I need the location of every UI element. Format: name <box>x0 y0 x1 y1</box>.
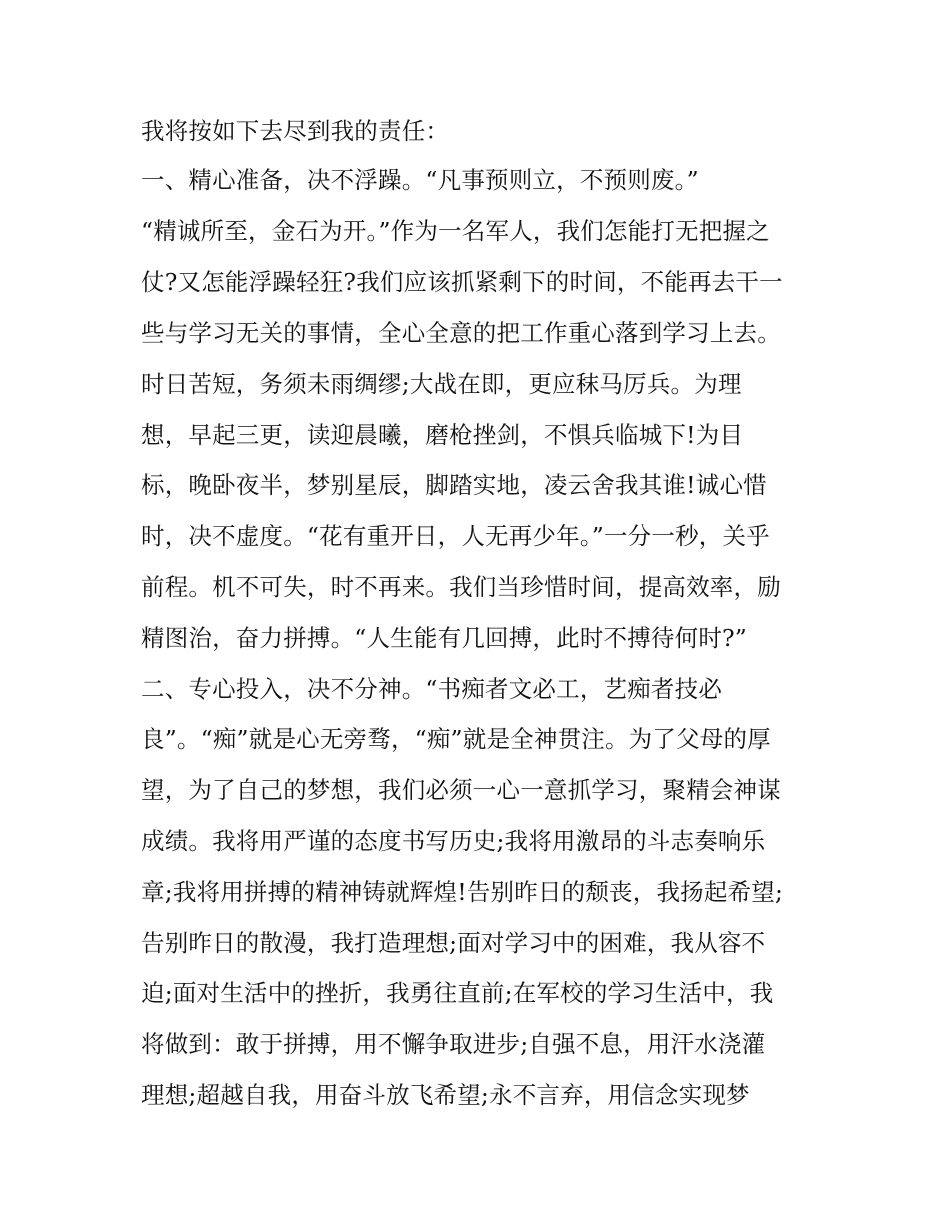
text-line: 迫;面对生活中的挫折，我勇往直前;在军校的学习生活中，我 <box>141 979 774 1007</box>
text-line: 章;我将用拼搏的精神铸就辉煌!告别昨日的颓丧，我扬起希望; <box>141 878 784 906</box>
text-line: 将做到：敢于拼搏，用不懈争取进步;自强不息，用汗水浇灌 <box>141 1030 766 1058</box>
text-line: 精图治，奋力拼搏。“人生能有几回搏，此时不搏待何时?” <box>141 624 748 652</box>
text-line: 前程。机不可失，时不再来。我们当珍惜时间，提高效率，励 <box>141 573 781 601</box>
text-line: 望，为了自己的梦想，我们必须一心一意抓学习，聚精会神谋 <box>141 776 781 804</box>
text-line: 二、专心投入，决不分神。“书痴者文必工，艺痴者技必 <box>141 675 723 703</box>
text-line: 仗?又怎能浮躁轻狂?我们应该抓紧剩下的时间，不能再去干一 <box>141 268 783 296</box>
text-line: 想，早起三更，读迎晨曦，磨枪挫剑，不惧兵临城下!为目 <box>141 421 744 449</box>
text-line: 时日苦短，务须未雨绸缪;大战在即，更应秣马厉兵。为理 <box>141 370 742 398</box>
text-line: 我将按如下去尽到我的责任： <box>141 117 450 145</box>
text-line: 时，决不虚度。“花有重开日，人无再少年。”一分一秒，关乎 <box>141 522 770 550</box>
text-line: 一、精心准备，决不浮躁。“凡事预则立，不预则废。” <box>141 166 699 194</box>
text-line: 告别昨日的散漫，我打造理想;面对学习中的困难，我从容不 <box>141 929 766 957</box>
text-line: 些与学习无关的事情，全心全意的把工作重心落到学习上去。 <box>141 319 781 347</box>
text-line: 理想;超越自我，用奋斗放飞希望;永不言弃，用信念实现梦 <box>141 1081 750 1109</box>
text-line: 良”。“痴”就是心无旁骛，“痴”就是全神贯注。为了父母的厚 <box>141 725 771 753</box>
text-line: 成绩。我将用严谨的态度书写历史;我将用激昂的斗志奏响乐 <box>141 827 766 855</box>
text-line: 标，晚卧夜半，梦别星辰，脚踏实地，凌云舍我其谁!诚心惜 <box>141 471 767 499</box>
text-line: “精诚所至，金石为开。”作为一名军人，我们怎能打无把握之 <box>141 217 770 245</box>
